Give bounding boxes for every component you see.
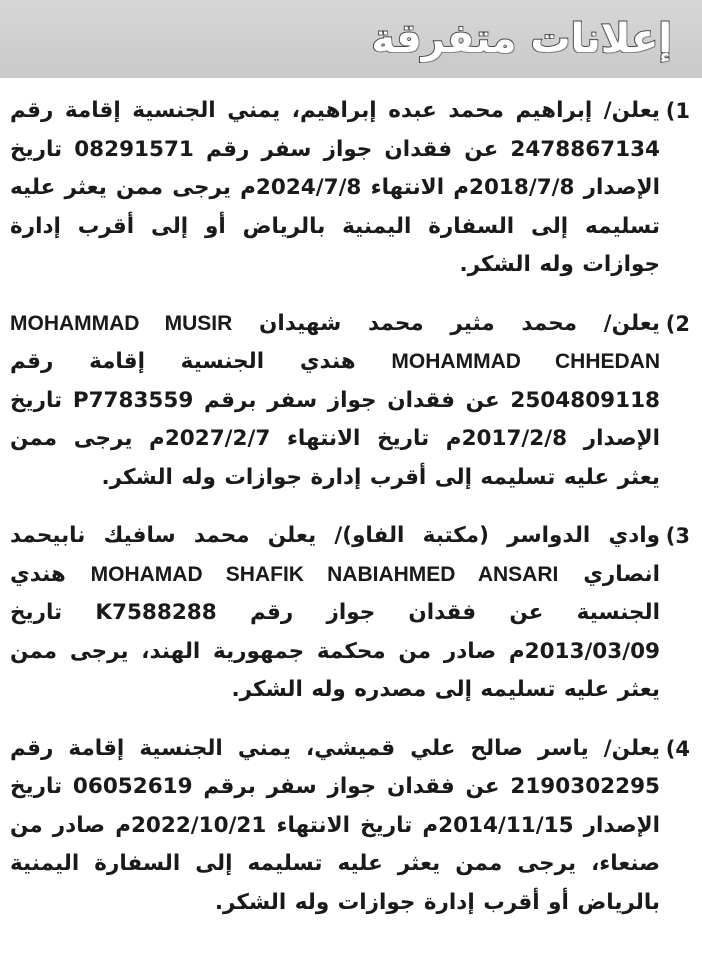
latin-name: MOHAMMAD CHHEDAN <box>391 350 660 373</box>
ad-body: يعلن/ ياسر صالح علي قميشي، يمني الجنسية إقامة رقم 2190302295 عن فقدان جواز سفر برقم 06052619 تاريخ الإصدار 2014/11/15م تاريخ الانتهاء 2022/10/21م صادر من صنعاء، يرجى ممن يعثر عليه تسليمه إلى السفارة اليمنية بالرياض أو أقرب إدارة جوازات وله الشكر. <box>10 735 660 915</box>
latin-name: MOHAMMAD MUSIR <box>10 311 233 335</box>
ad-item <box>10 517 690 710</box>
ad-body: يعلن/ إبراهيم محمد عبده إبراهيم، يمني الجنسية إقامة رقم 2478867134 عن فقدان جواز سفر رقم 08291571 تاريخ الإصدار 2018/7/8م الانتهاء 2024/7/8م يرجى ممن يعثر عليه تسليمه إلى السفارة اليمنية بالرياض أو إلى أقرب إدارة جوازات وله الشكر. <box>10 98 660 277</box>
section-header <box>0 0 702 78</box>
ad-text-part: هندي الجنسية عن فقدان جواز رقم K7588288 تاريخ 2013/03/09م صادر من محكمة جمهورية الهند، يرجى ممن يعثر عليه تسليمه إلى مصدره وله الشكر. <box>10 561 660 702</box>
latin-name: MOHAMAD SHAFIK NABIAHMED ANSARI <box>90 562 559 586</box>
ad-body <box>10 517 660 710</box>
ad-text-part: هندي الجنسية إقامة رقم 2504809118 عن فقدان جواز سفر برقم P7783559 تاريخ الإصدار 2017/2/8م تاريخ الانتهاء 2027/2/7م يرجى ممن يعثر عليه تسليمه إلى أقرب إدارة جوازات وله الشكر. <box>10 349 661 490</box>
ads-list <box>10 92 690 942</box>
ad-number: 1) <box>665 99 690 123</box>
ad-item <box>10 305 690 498</box>
ad-number: 4) <box>665 736 690 761</box>
ad-item <box>10 92 690 285</box>
section-title: إعلانات متفرقة <box>371 16 672 62</box>
ad-text-part: وادي الدواسر (مكتبة الفاو)/ يعلن محمد سافيك نابيحمد انصاري <box>10 523 660 587</box>
ad-text-part: يعلن/ محمد مثير محمد شهيدان <box>259 310 660 336</box>
ad-number: 3) <box>665 524 690 548</box>
ad-number: 2) <box>665 311 690 336</box>
ad-body <box>10 305 660 498</box>
ad-item <box>10 730 690 923</box>
